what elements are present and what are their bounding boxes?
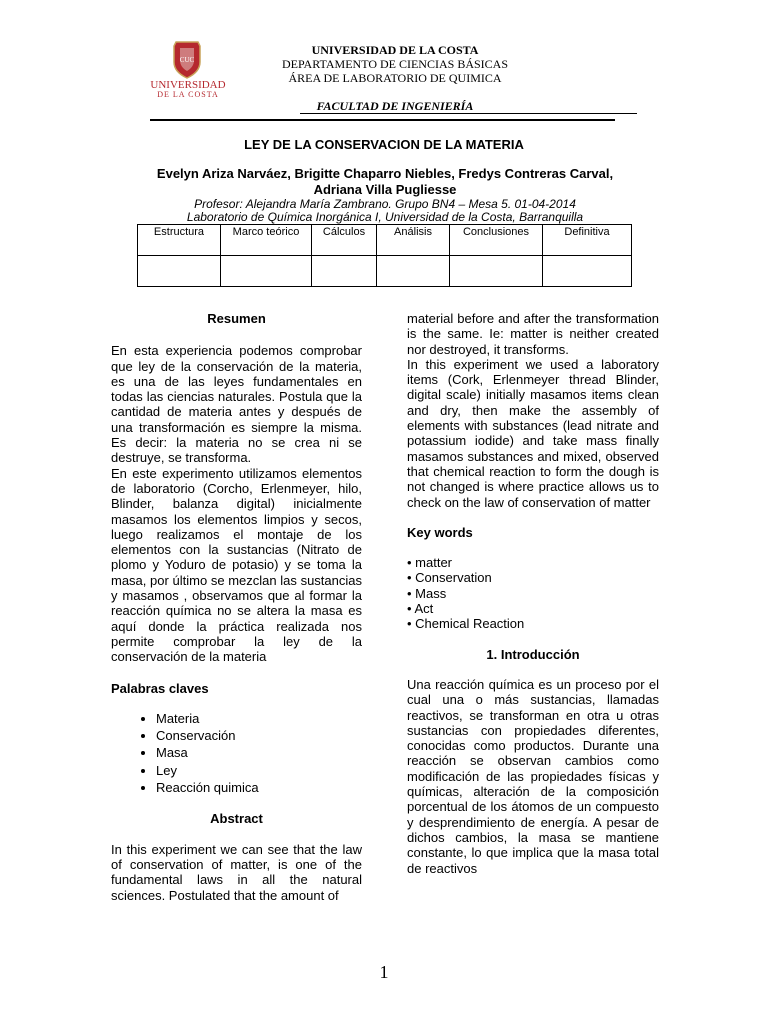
area-name: ÁREA DE LABORATORIO DE QUIMICA <box>288 71 502 85</box>
resumen-heading: Resumen <box>207 311 266 326</box>
grade-header-cell: Estructura <box>138 225 221 256</box>
university-logo <box>150 40 226 102</box>
list-item: • Reacción quimica <box>156 779 362 796</box>
grade-value-cell <box>312 256 377 287</box>
abstract-paragraph-2: In this experiment we used a laboratory items (Cork, Erlenmeyer thread Blinder, digital scale) initially masamos items clean and dry, then make the assembly of elements with substances (lead nitrate and potassium iodide) and take mass finally masamos substances and mixed, observed that chemical reaction to form the dough is not changed is where practice allows us to check on the law of conservation of matter <box>407 356 659 510</box>
key-words-list <box>407 555 659 631</box>
svg-text:DE LA COSTA: DE LA COSTA <box>157 90 219 99</box>
list-item: • Conservación <box>156 727 362 744</box>
right-column <box>407 311 659 876</box>
lab-line: Laboratorio de Química Inorgánica I, Universidad de la Costa, Barranquilla <box>186 210 584 224</box>
grade-value-cell <box>221 256 312 287</box>
svg-text:CUC: CUC <box>179 56 195 64</box>
introduccion-paragraph-1: Una reacción química es un proceso por el cual una o más sustancias, llamadas reactivos, se transforman en otra u otras sustancias con propiedades diferentes, conocidas como productos. Durante una reacción se observan cambios como modificación de las propiedades físicas y químicas, alteración de la composición porcentual de los átomos de un compuesto y desprendimiento de energía. A pesar de dichos cambios, la masa se mantiene constante, lo que implica que la masa total de reactivos <box>407 676 659 876</box>
list-item: • Materia <box>156 710 362 727</box>
document-title: LEY DE LA CONSERVACION DE LA MATERIA <box>244 137 524 152</box>
grade-value-cell <box>377 256 450 287</box>
svg-text:UNIVERSIDAD: UNIVERSIDAD <box>150 79 226 91</box>
list-item: • Act <box>407 601 434 617</box>
grade-value-cell <box>138 256 221 287</box>
list-item: • matter <box>407 555 453 571</box>
resumen-paragraph-2: En este experimento utilizamos elementos de laboratorio (Corcho, Erlenmeyer, hilo, Blinder, balanza digital) inicialmente masamos los elementos limpios y secos, luego realizamos el montaje de los elementos con la sustancias (Nitrato de plomo y Yoduro de potasio) y se toma la masa, por último se mezclan las sustancias y masamos , observamos que al formar la reacción química no se altera la masa es aquí donde la práctica realizada nos permite comprobar la ley de la conservación de la materia <box>111 465 362 665</box>
abstract-heading: Abstract <box>210 811 263 827</box>
introduccion-heading: 1. Introducción <box>486 646 580 662</box>
key-words-heading: Key words <box>407 524 473 540</box>
authors-line-1: Evelyn Ariza Narváez, Brigitte Chaparro Niebles, Fredys Contreras Carval, <box>156 166 614 181</box>
grade-header-cell: Definitiva <box>543 225 632 256</box>
page-number: 1 <box>379 962 389 982</box>
authors <box>120 166 650 198</box>
university-name: UNIVERSIDAD DE LA COSTA <box>311 43 479 57</box>
list-item: • Ley <box>156 762 362 779</box>
left-column <box>111 311 362 903</box>
palabras-claves-list <box>111 710 362 796</box>
grade-header-cell: Marco teórico <box>221 225 312 256</box>
faculty-name: FACULTAD DE INGENIERÍA <box>316 99 474 113</box>
grade-table-header-row <box>138 225 632 256</box>
palabras-claves-heading: Palabras claves <box>111 680 209 696</box>
abstract-continuation: material before and after the transformation is the same. Ie: matter is neither created nor destroyed, it transforms. <box>407 311 659 357</box>
department-name: DEPARTAMENTO DE CIENCIAS BÁSICAS <box>281 57 508 71</box>
grade-table <box>137 224 632 287</box>
list-item: • Masa <box>156 744 362 761</box>
grade-header-cell: Cálculos <box>312 225 377 256</box>
header-rule-thick <box>150 119 615 121</box>
header-rule-thin <box>300 113 637 114</box>
grade-value-cell <box>543 256 632 287</box>
abstract-paragraph-1: In this experiment we can see that the law of conservation of matter, is one of the fundamental laws in all the natural sciences. Postulated that the amount of <box>111 841 362 903</box>
list-item: • Conservation <box>407 570 492 586</box>
list-item: • Mass <box>407 585 447 601</box>
grade-header-cell: Análisis <box>377 225 450 256</box>
grade-header-cell: Conclusiones <box>450 225 543 256</box>
resumen-paragraph-1: En esta experiencia podemos comprobar que ley de la conservación de la materia, es una de las leyes fundamentales en todas las ciencias naturales. Postula que la cantidad de materia antes y después de una transformación es siempre la misma. Es decir: la materia no se crea ni se destruye, se transforma. <box>111 343 362 466</box>
professor-line: Profesor: Alejandra María Zambrano. Grupo BN4 – Mesa 5. 01-04-2014 <box>194 197 576 211</box>
grade-table-value-row <box>138 256 632 287</box>
authors-line-2: Adriana Villa Pugliesse <box>313 182 457 197</box>
grade-value-cell <box>450 256 543 287</box>
list-item: • Chemical Reaction <box>407 616 525 632</box>
